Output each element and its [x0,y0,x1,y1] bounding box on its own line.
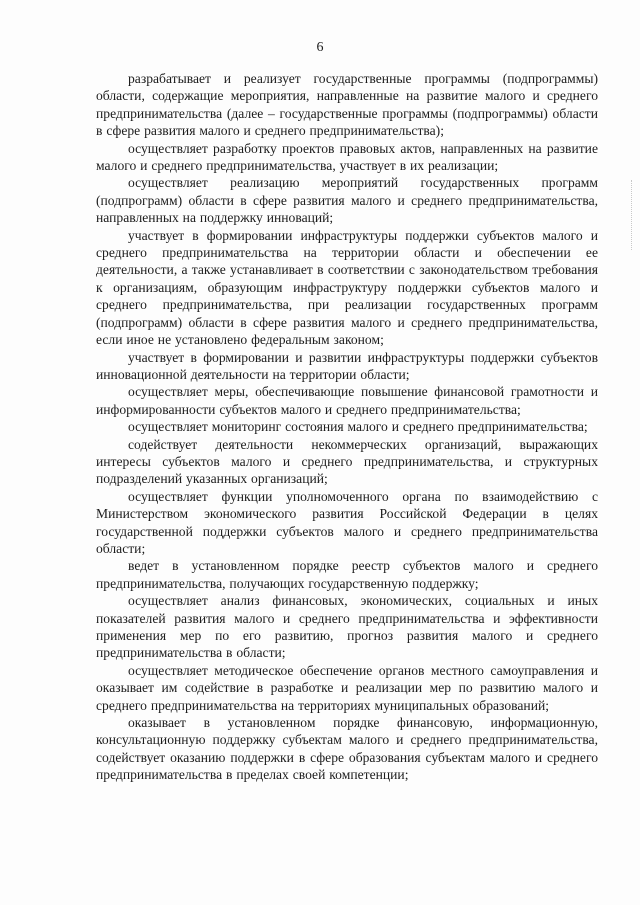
paragraph: осуществляет мониторинг состояния малого и среднего предпринимательства; [128,419,588,435]
document-body [96,70,598,784]
scan-edge-mark [631,180,638,250]
page-number: 6 [316,40,324,55]
paragraph: оказывает в установленном порядке финансовую, информационную, консультационную поддержку субъектам малого и среднего предпринимательства, содействует оказанию поддержки в сфере образования субъектам малого и среднего предпринимательства в пределах своей компетенции; [96,715,598,783]
paragraph: осуществляет разработку проектов правовых актов, направленных на развитие малого и среднего предпринимательства, участвует в их реализации; [96,140,598,174]
paragraph: участвует в формировании инфраструктуры поддержки субъектов малого и среднего предпринимательства на территории области и обеспечении ее деятельности, а также устанавливает в соответствии с законодательством требования к организациям, образующим инфраструктуру поддержки субъектов малого и среднего предпринимательства, при реализации государственных программ (подпрограмм) области в сфере развития малого и среднего предпринимательства, если иное не установлено федеральным законом; [96,227,598,348]
paragraph: ведет в установленном порядке реестр субъектов малого и среднего предпринимательства, получающих государственную поддержку; [96,558,598,591]
paragraph: осуществляет методическое обеспечение органов местного самоуправления и оказывает им содействие в разработке и реализации мер по развитию малого и среднего предпринимательства на территориях муниципальных образований; [96,662,598,713]
paragraph: осуществляет реализацию мероприятий государственных программ (подпрограмм) области в сфере развития малого и среднего предпринимательства, направленных на поддержку инноваций; [96,175,598,226]
paragraph: разрабатывает и реализует государственные программы (подпрограммы) области, содержащие мероприятия, направленные на развитие малого и среднего предпринимательства (далее – государственные программы (подпрограммы) области в сфере развития малого и среднего предпринимательства); [96,71,598,139]
paragraph: осуществляет анализ финансовых, экономических, социальных и иных показателей развития малого и среднего предпринимательства и эффективности применения мер по его развитию, прогноз развития малого и среднего предпринимательства в области; [96,593,598,661]
paragraph: участвует в формировании и развитии инфраструктуры поддержки субъектов инновационной деятельности на территории области; [96,349,598,382]
paragraph: содействует деятельности некоммерческих организаций, выражающих интересы субъектов малого и среднего предпринимательства, и структурных подразделений указанных организаций; [96,436,598,487]
paragraph: осуществляет функции уполномоченного органа по взаимодействию с Министерством экономического развития Российской Федерации в целях государственной поддержки субъектов малого и среднего предпринимательства области; [96,488,598,556]
paragraph: осуществляет меры, обеспечивающие повышение финансовой грамотности и информированности субъектов малого и среднего предпринимательства; [96,384,598,417]
